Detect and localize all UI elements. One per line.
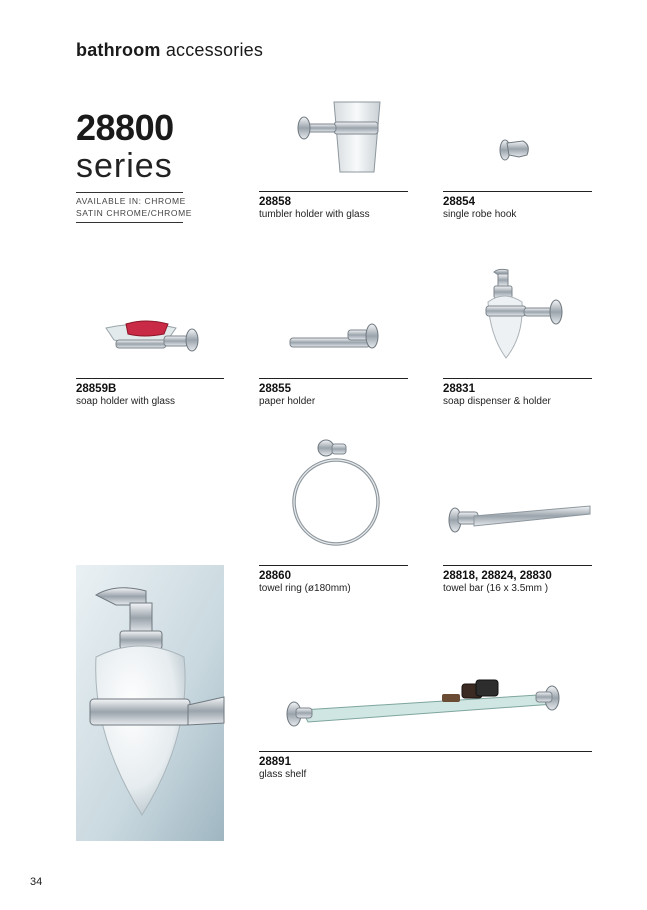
product-description: towel bar (16 x 3.5mm ) [443,583,549,594]
product-description: soap holder with glass [76,396,175,407]
product-code: 28860 [259,570,291,582]
header-bold: bathroom [76,40,161,60]
product-code: 28831 [443,383,475,395]
product-code: 28891 [259,756,291,768]
series-word: series [76,147,173,185]
divider [259,751,592,752]
divider [259,565,408,566]
product-code: 28855 [259,383,291,395]
robe-hook-icon [497,135,533,165]
product-code: 28854 [443,196,475,208]
product-description: paper holder [259,396,316,407]
product-description: single robe hook [443,209,517,220]
header-rest: accessories [165,40,264,60]
divider [443,191,592,192]
divider [259,378,408,379]
product-code: 28859B [76,383,117,395]
towel-bar-icon [446,500,592,540]
tumbler-holder-icon [292,94,392,180]
divider [443,565,592,566]
product-description: towel ring (ø180mm) [259,583,351,594]
towel-ring-icon [292,436,384,550]
section-header [76,40,263,61]
divider [76,378,224,379]
divider [443,378,592,379]
product-description: soap dispenser & holder [443,396,551,407]
product-code: 28858 [259,196,291,208]
product-description: tumbler holder with glass [259,209,370,220]
glass-shelf-icon [284,676,572,730]
soap-dispenser-icon [484,266,568,362]
availability-line-2: SATIN CHROME/CHROME [76,208,193,218]
product-description: glass shelf [259,769,307,780]
page-number: 34 [30,876,43,888]
soap-dispenser-photo [76,565,224,841]
divider [76,222,183,223]
divider [259,191,408,192]
divider [76,192,183,193]
series-number: 28800 [76,107,174,148]
paper-holder-icon [288,320,384,356]
product-code: 28818, 28824, 28830 [443,570,552,582]
soap-holder-icon [104,312,204,356]
availability-line-1: AVAILABLE IN: CHROME [76,196,186,206]
